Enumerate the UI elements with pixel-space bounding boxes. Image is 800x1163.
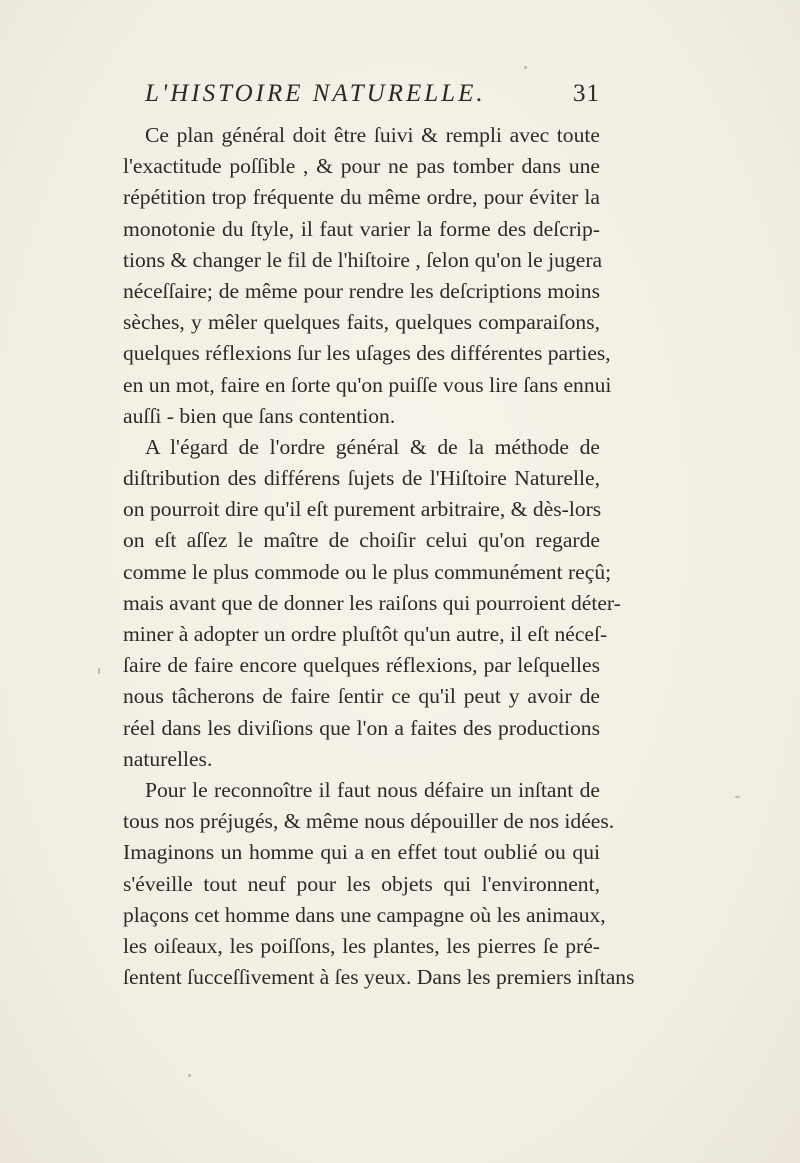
body-text — [123, 120, 635, 993]
text-line: Imaginons un homme qui a en effet tout oublié ou qui — [123, 840, 600, 865]
text-line: on eſt aſſez le maître de choiſir celui qu'on regarde — [123, 528, 600, 553]
text-line: nous tâcherons de faire ſentir ce qu'il peut y avoir de — [123, 684, 600, 709]
text-line: Ce plan général doit être ſuivi & rempli avec toute — [145, 123, 600, 147]
text-line: quelques réflexions ſur les uſages des différentes parties, — [123, 341, 611, 366]
text-line: sèches, y mêler quelques faits, quelques comparaiſons, — [123, 310, 600, 335]
text-line: auſſi - bien que ſans contention. — [123, 403, 396, 428]
text-line: tions & changer le fil de l'hiſtoire , ſelon qu'on le jugera — [123, 247, 603, 272]
text-line: plaçons cet homme dans une campagne où les animaux, — [123, 902, 606, 927]
paper-speck — [524, 66, 527, 69]
text-line: diſtribution des différens ſujets de l'Hiſtoire Naturelle, — [123, 466, 600, 491]
text-line: en un mot, faire en ſorte qu'on puiſſe vous lire ſans ennui — [123, 372, 612, 397]
text-line: miner à adopter un ordre pluſtôt qu'un autre, il eſt néceſ- — [123, 622, 608, 646]
page-number: 31 — [573, 80, 600, 107]
running-head: L'HISTOIRE NATURELLE. — [145, 80, 486, 107]
text-line: les oiſeaux, les poiſſons, les plantes, les pierres ſe pré- — [123, 933, 600, 958]
text-line: ſaire de faire encore quelques réflexions, par leſquelles — [123, 653, 600, 678]
paper-speck — [735, 796, 740, 798]
text-line: naturelles. — [123, 746, 213, 771]
text-line: néceſſaire; de même pour rendre les deſcriptions moins — [123, 278, 600, 303]
page-header — [145, 76, 600, 116]
text-line: monotonie du ſtyle, il faut varier la forme des deſcrip- — [123, 216, 600, 241]
text-line: comme le plus commode ou le plus communément reçû; — [123, 559, 612, 584]
text-line: réel dans les diviſions que l'on a faites des productions — [123, 715, 600, 740]
text-line: mais avant que de donner les raiſons qui pourroient déter- — [123, 590, 621, 615]
paper-speck — [98, 668, 100, 674]
paper-speck — [188, 1074, 191, 1077]
text-line: tous nos préjugés, & même nous dépouiller de nos idées. — [123, 809, 615, 834]
text-line: on pourroit dire qu'il eſt purement arbitraire, & dès-lors — [123, 497, 602, 522]
text-line: ſentent ſucceſſivement à ſes yeux. Dans les premiers inſtans — [123, 965, 635, 990]
text-line: s'éveille tout neuf pour les objets qui l'environnent, — [123, 871, 600, 896]
text-line: l'exactitude poſſible , & pour ne pas tomber dans une — [123, 154, 600, 179]
text-line: A l'égard de l'ordre général & de la méthode de — [145, 434, 600, 459]
text-line: Pour le reconnoître il faut nous défaire un inſtant de — [145, 777, 600, 802]
text-line: répétition trop fréquente du même ordre, pour éviter la — [123, 185, 600, 210]
